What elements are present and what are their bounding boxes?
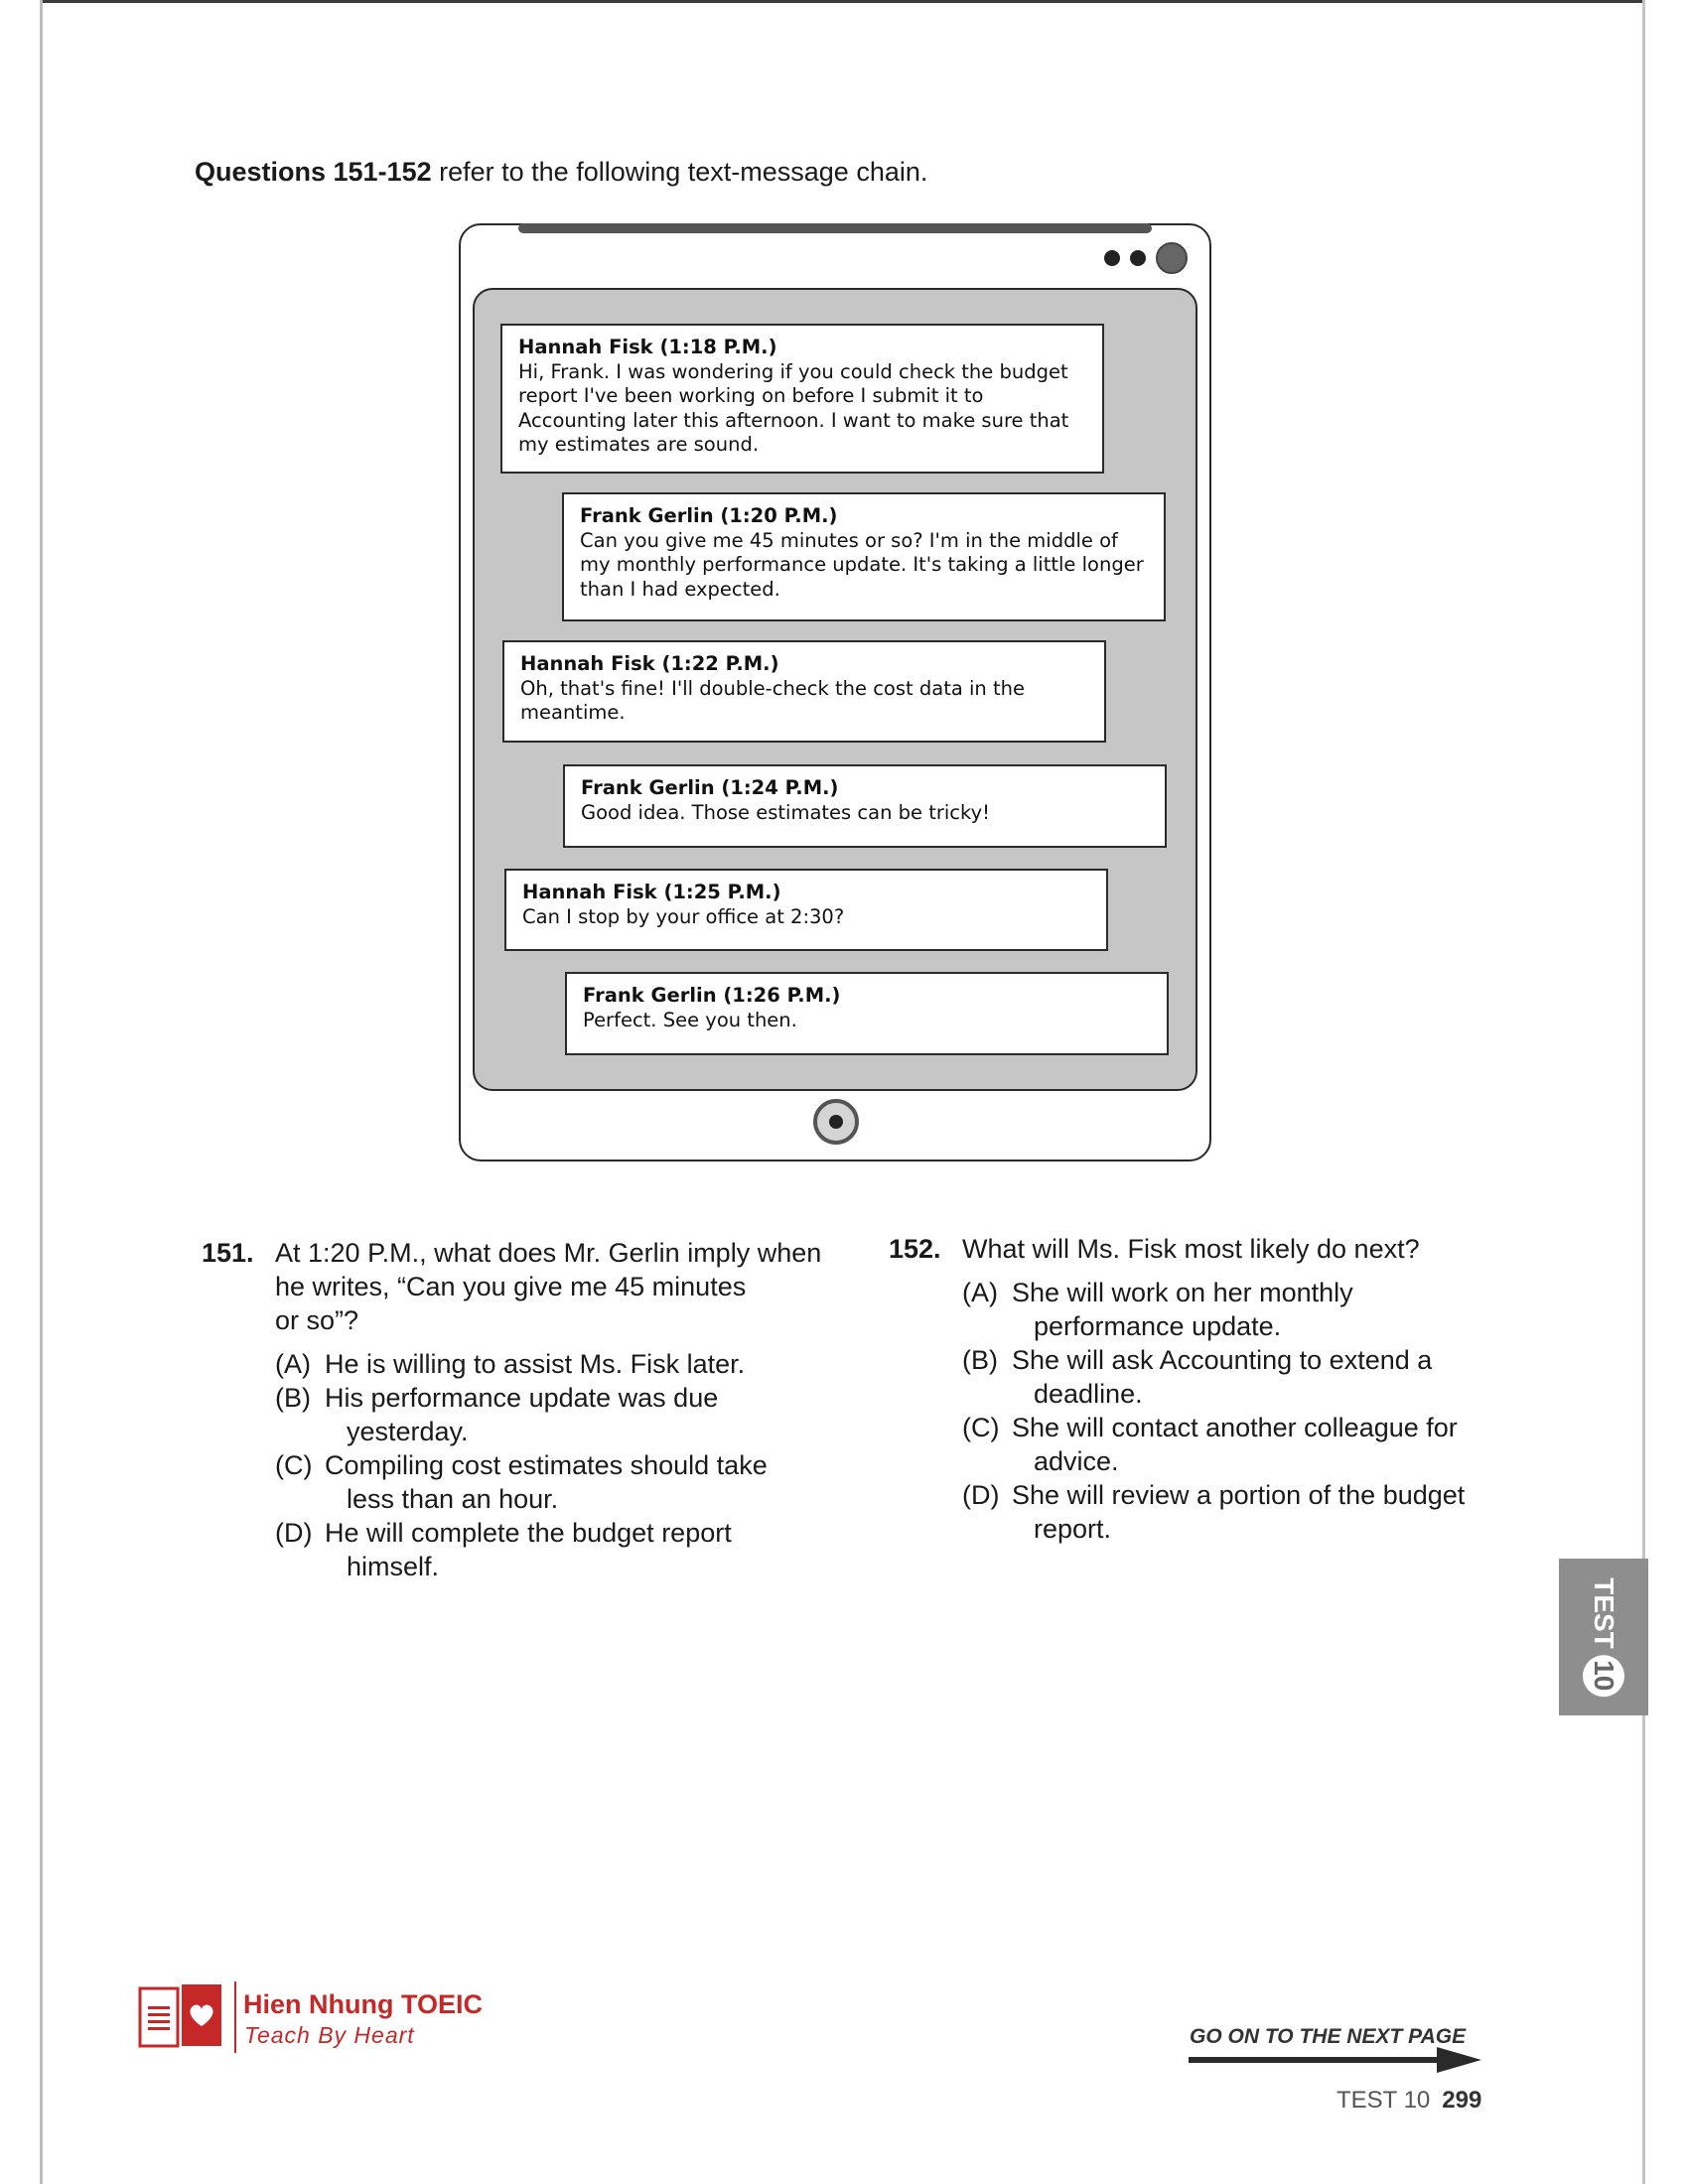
camera-lens-icon	[1156, 242, 1188, 274]
message-text: Oh, that's fine! I'll double-check the cost data in the meantime.	[520, 676, 1025, 724]
option-letter: (B)	[275, 1383, 311, 1413]
page-footer	[1336, 2087, 1481, 2115]
option-text: performance update.	[1034, 1311, 1282, 1341]
camera-dot-icon	[1104, 250, 1120, 266]
option-letter: (D)	[962, 1480, 1000, 1510]
logo-tagline: Teach By Heart	[244, 2022, 415, 2048]
intro-lead: Questions 151-152	[195, 157, 432, 187]
tablet-frame	[459, 223, 1211, 1161]
tablet-camera-dots	[1104, 242, 1188, 274]
camera-dot-icon	[1130, 250, 1146, 266]
right-arrow-icon	[1189, 2047, 1481, 2073]
side-tab-label: TEST	[1589, 1577, 1619, 1649]
footer-test-label: TEST 10	[1336, 2087, 1431, 2114]
book-heart-logo-icon	[136, 1980, 225, 2050]
page-number: 299	[1442, 2087, 1482, 2114]
option-letter: (B)	[962, 1345, 998, 1375]
message-text: Can you give me 45 minutes or so? I'm in the middle of my monthly performance update. It's taking a little longer than I had expected.	[580, 528, 1144, 601]
option-text: advice.	[1034, 1446, 1119, 1476]
option-text: himself.	[347, 1552, 440, 1581]
option-letter: (D)	[275, 1518, 313, 1548]
message-text: Good idea. Those estimates can be tricky!	[581, 800, 990, 824]
go-next-page-label: GO ON TO THE NEXT PAGE	[1190, 2025, 1467, 2048]
message-bubble	[504, 869, 1108, 951]
option-text: She will ask Accounting to extend a	[1012, 1345, 1433, 1375]
scan-edge-left	[40, 0, 43, 2184]
question-line: What will Ms. Fisk most likely do next?	[962, 1234, 1420, 1264]
logo-divider	[234, 1981, 236, 2053]
option-letter: (A)	[962, 1278, 998, 1307]
tablet-speaker	[518, 223, 1152, 233]
logo-brand: Hien Nhung TOEIC	[243, 1989, 483, 2019]
message-bubble	[562, 492, 1166, 621]
option-text: She will contact another colleague for	[1012, 1413, 1458, 1442]
option-letter: (C)	[275, 1450, 313, 1480]
option-text: deadline.	[1034, 1379, 1143, 1409]
option-letter: (A)	[275, 1349, 311, 1379]
message-bubble	[563, 764, 1167, 848]
question-number: 151.	[202, 1238, 254, 1268]
questions-intro	[195, 157, 927, 188]
message-bubble	[500, 324, 1104, 474]
message-sender: Hannah Fisk (1:25 P.M.)	[522, 881, 781, 903]
option-text: She will work on her monthly	[1012, 1278, 1353, 1307]
side-tab-content	[1583, 1577, 1624, 1697]
question-line: or so”?	[275, 1305, 359, 1335]
question-152	[889, 1232, 1504, 1550]
message-bubble	[502, 640, 1106, 743]
message-text: Can I stop by your office at 2:30?	[522, 904, 845, 928]
option-text: He is willing to assist Ms. Fisk later.	[325, 1349, 746, 1379]
intro-rest: refer to the following text-message chain.	[431, 157, 928, 187]
question-line: he writes, “Can you give me 45 minutes	[275, 1272, 747, 1301]
message-sender: Hannah Fisk (1:18 P.M.)	[518, 336, 777, 358]
question-line: At 1:20 P.M., what does Mr. Gerlin imply when	[275, 1238, 822, 1268]
message-bubble	[565, 972, 1169, 1055]
option-text: He will complete the budget report	[325, 1518, 732, 1548]
option-text: Compiling cost estimates should take	[325, 1450, 768, 1480]
question-number: 152.	[889, 1234, 941, 1264]
message-text: Hi, Frank. I was wondering if you could check the budget report I've been working on before I submit it to Accounting later this afternoon. I want to make sure that my estimates are sound.	[518, 359, 1069, 456]
tablet-screen	[473, 288, 1197, 1091]
scan-edge-top	[40, 0, 1645, 3]
option-text: yesterday.	[347, 1417, 469, 1446]
message-sender: Frank Gerlin (1:24 P.M.)	[581, 776, 839, 799]
side-tab-number: 10	[1583, 1655, 1624, 1697]
message-sender: Frank Gerlin (1:26 P.M.)	[583, 984, 841, 1007]
option-text: report.	[1034, 1514, 1112, 1544]
option-text: less than an hour.	[347, 1484, 559, 1514]
option-letter: (C)	[962, 1413, 1000, 1442]
message-text: Perfect. See you then.	[583, 1008, 797, 1031]
option-text: His performance update was due	[325, 1383, 719, 1413]
question-151	[202, 1236, 857, 1583]
option-text: She will review a portion of the budget	[1012, 1480, 1466, 1510]
home-button-icon	[813, 1099, 859, 1145]
message-sender: Frank Gerlin (1:20 P.M.)	[580, 504, 838, 527]
scan-edge-right	[1642, 0, 1645, 2184]
test-side-tab	[1559, 1559, 1648, 1715]
message-sender: Hannah Fisk (1:22 P.M.)	[520, 652, 779, 675]
